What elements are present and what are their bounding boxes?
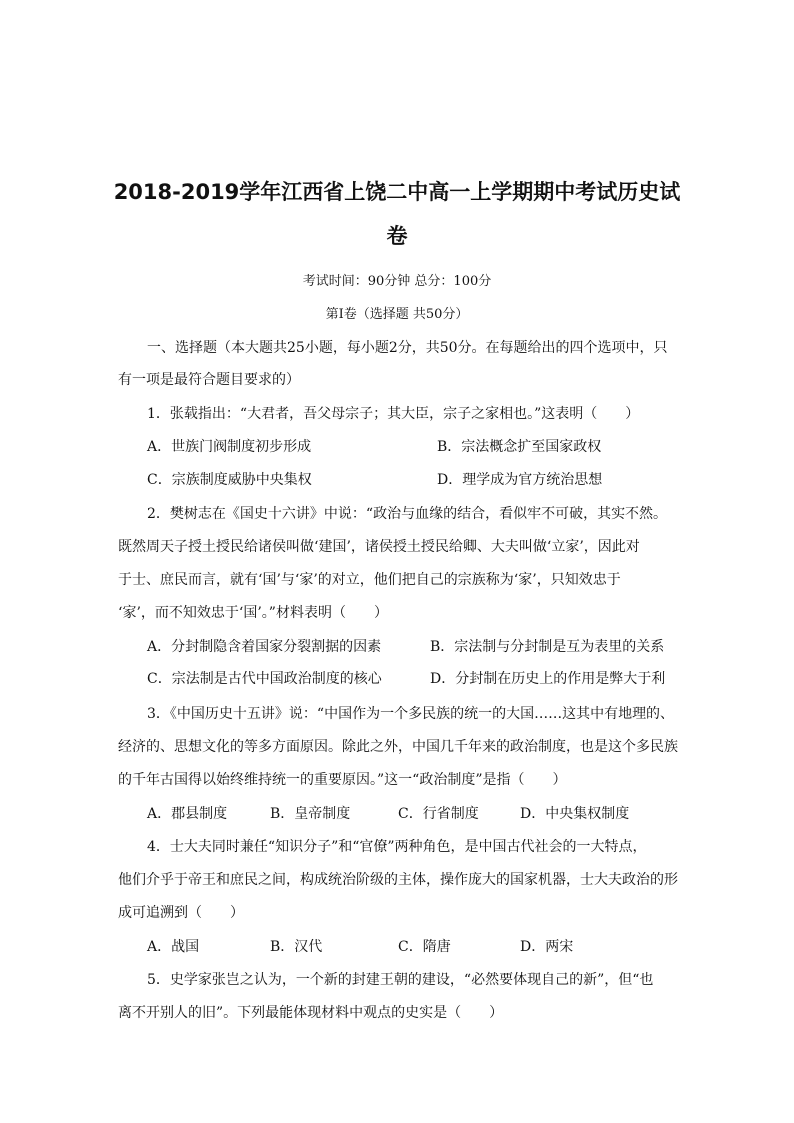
question-3-option-a: A．郡县制度: [147, 806, 228, 822]
question-3-stem-line-2: 经济的、思想文化的等多方面原因。除此之外，中国几千年来的政治制度，也是这个多民族: [118, 739, 678, 755]
question-1-stem: 1．张载指出：“大君者，吾父母宗子；其大臣，宗子之家相也。”这表明（ ）: [147, 406, 640, 422]
exam-title: [110, 170, 684, 258]
question-3-option-c: C．行省制度: [398, 806, 479, 822]
question-1-option-c: C．宗族制度威胁中央集权: [147, 472, 312, 488]
question-4-stem-line-3: 成可追溯到（ ）: [118, 905, 244, 921]
question-5-stem-line-1: 5．史学家张岂之认为，一个新的封建王朝的建设，“必然要体现自己的新”，但“也: [147, 972, 654, 988]
question-2-stem-line-1: 2．樊树志在《国史十六讲》中说：“政治与血缘的结合，看似牢不可破，其实不然。: [147, 506, 668, 522]
question-1-option-d: D．理学成为官方统治思想: [437, 472, 603, 488]
section-instructions-line-2: 有一项是最符合题目要求的）: [118, 372, 300, 388]
question-5-stem-line-2: 离不开别人的旧”。下列最能体现材料中观点的史实是（ ）: [118, 1005, 504, 1021]
question-2-stem-line-2: 既然周天子授土授民给诸侯叫做‘建国’，诸侯授土授民给卿、大夫叫做‘立家’，因此对: [118, 539, 640, 555]
exam-info: 考试时间：90分钟 总分：100分: [302, 274, 492, 289]
section-instructions-line-1: 一、选择题（本大题共25小题，每小题2分，共50分。在每题给出的四个选项中，只: [147, 340, 668, 356]
question-4-option-b: B．汉代: [270, 939, 323, 955]
question-4-stem-line-1: 4．士大夫同时兼任“知识分子”和“官僚”两种角色，是中国古代社会的一大特点，: [147, 839, 647, 855]
title-line-1: 2018-2019学年江西省上饶二中高一上学期期中考试历史试: [113, 180, 681, 204]
question-3-option-b: B．皇帝制度: [270, 806, 351, 822]
question-4-option-a: A．战国: [147, 939, 200, 955]
question-3-option-d: D．中央集权制度: [520, 806, 630, 822]
volume-heading: 第Ⅰ卷（选择题 共50分）: [325, 307, 469, 322]
question-4-option-c: C．隋唐: [398, 939, 451, 955]
question-3-stem-line-1: 3．《中国历史十五讲》说：“中国作为一个多民族的统一的大国……这其中有地理的、: [147, 706, 675, 722]
question-3-stem-line-3: 的千年古国得以始终维持统一的重要原因。”这一“政治制度”是指（ ）: [118, 772, 567, 788]
question-2-option-a: A．分封制隐含着国家分裂割据的因素: [147, 639, 382, 655]
question-2-option-c: C．宗法制是古代中国政治制度的核心: [147, 671, 382, 687]
question-2-stem-line-3: 于士、庶民而言，就有‘国’与‘家’的对立，他们把自己的宗族称为‘家’，只知效忠于: [118, 572, 621, 588]
question-2-stem-line-4: ‘家’，而不知效忠于‘国’。”材料表明（ ）: [118, 605, 388, 621]
question-2-option-b: B．宗法制与分封制是互为表里的关系: [430, 639, 665, 655]
question-1-option-a: A．世族门阀制度初步形成: [147, 439, 312, 455]
question-1-option-b: B．宗法概念扩至国家政权: [437, 439, 602, 455]
question-2-option-d: D．分封制在历史上的作用是弊大于利: [430, 671, 666, 687]
question-4-stem-line-2: 他们介乎于帝王和庶民之间，构成统治阶级的主体，操作庞大的国家机器，士大夫政治的形: [118, 872, 678, 888]
question-4-option-d: D．两宋: [520, 939, 574, 955]
title-line-2: 卷: [386, 224, 408, 248]
